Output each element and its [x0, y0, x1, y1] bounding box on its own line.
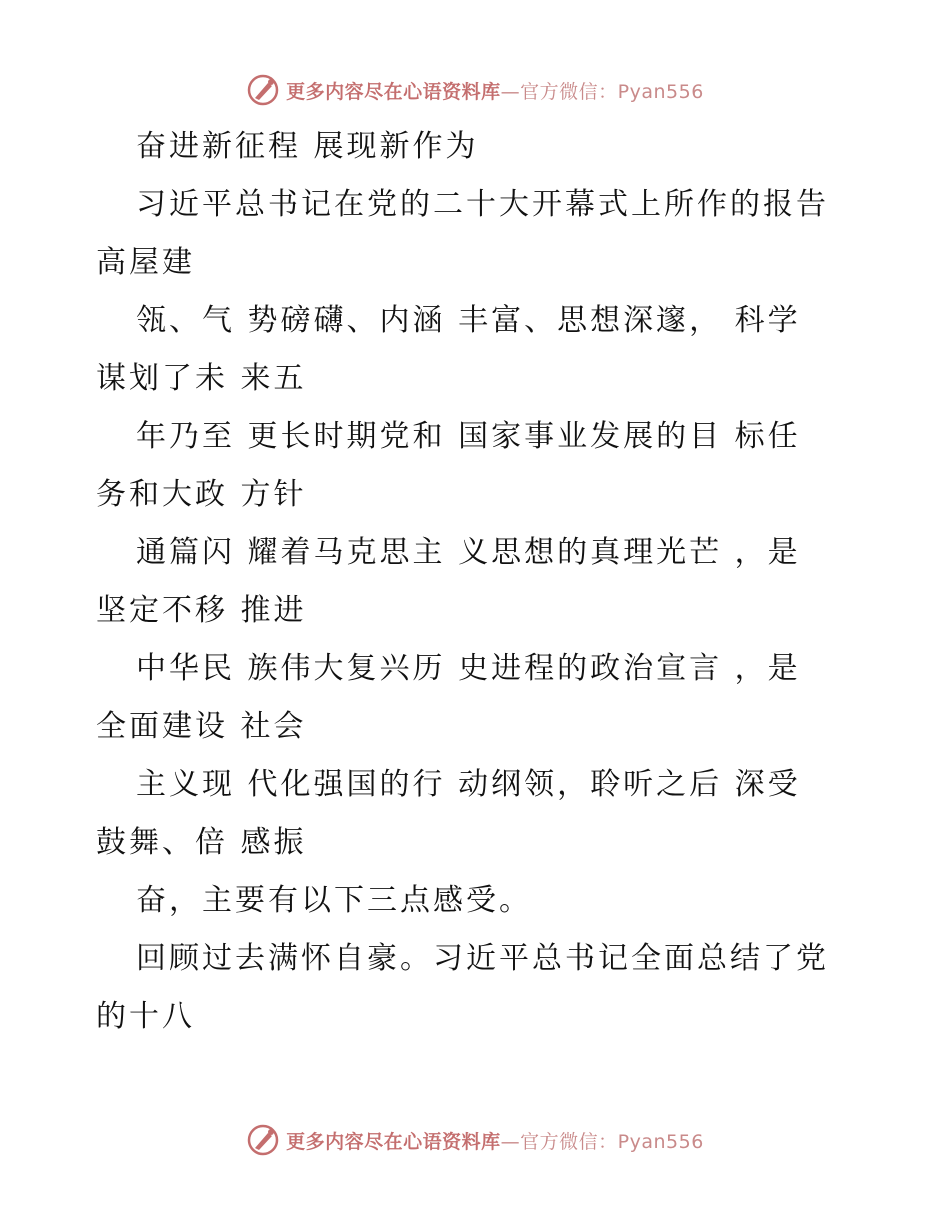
- text-line: 全面建设 社会: [96, 709, 307, 744]
- watermark-brand: 更多内容尽在心语资料库: [286, 80, 501, 103]
- text-line: 奋，主要有以下三点感受。: [136, 883, 532, 918]
- text-line: 中华民 族伟大复兴历 史进程的政治宣言 ，是: [136, 651, 801, 686]
- watermark-contact: —官方微信：Pyan556: [500, 80, 704, 103]
- text-line: 的十八: [96, 999, 195, 1034]
- header-watermark: [0, 70, 950, 110]
- text-line: 高屋建: [96, 245, 195, 280]
- pen-logo-icon: [246, 1123, 280, 1157]
- text-line: 回顾过去满怀自豪。习近平总书记全面总结了党: [136, 941, 829, 976]
- footer-watermark: [0, 1120, 950, 1160]
- text-line: 务和大政 方针: [96, 477, 307, 512]
- text-line: 奋进新征程 展现新作为: [136, 129, 479, 164]
- watermark-contact: —官方微信：Pyan556: [500, 1130, 704, 1153]
- text-line: 瓴、气 势磅礴、内涵 丰富、思想深邃， 科学: [136, 303, 801, 338]
- document-body: [96, 118, 856, 1046]
- text-line: 谋划了未 来五: [96, 361, 307, 396]
- text-line: 鼓舞、倍 感振: [96, 825, 307, 860]
- text-line: 通篇闪 耀着马克思主 义思想的真理光芒 ，是: [136, 535, 801, 570]
- text-line: 主义现 代化强国的行 动纲领，聆听之后 深受: [136, 767, 801, 802]
- text-line: 坚定不移 推进: [96, 593, 307, 628]
- text-line: 习近平总书记在党的二十大开幕式上所作的报告: [136, 187, 829, 222]
- watermark-brand: 更多内容尽在心语资料库: [286, 1130, 501, 1153]
- pen-logo-icon: [246, 73, 280, 107]
- text-line: 年乃至 更长时期党和 国家事业发展的目 标任: [136, 419, 801, 454]
